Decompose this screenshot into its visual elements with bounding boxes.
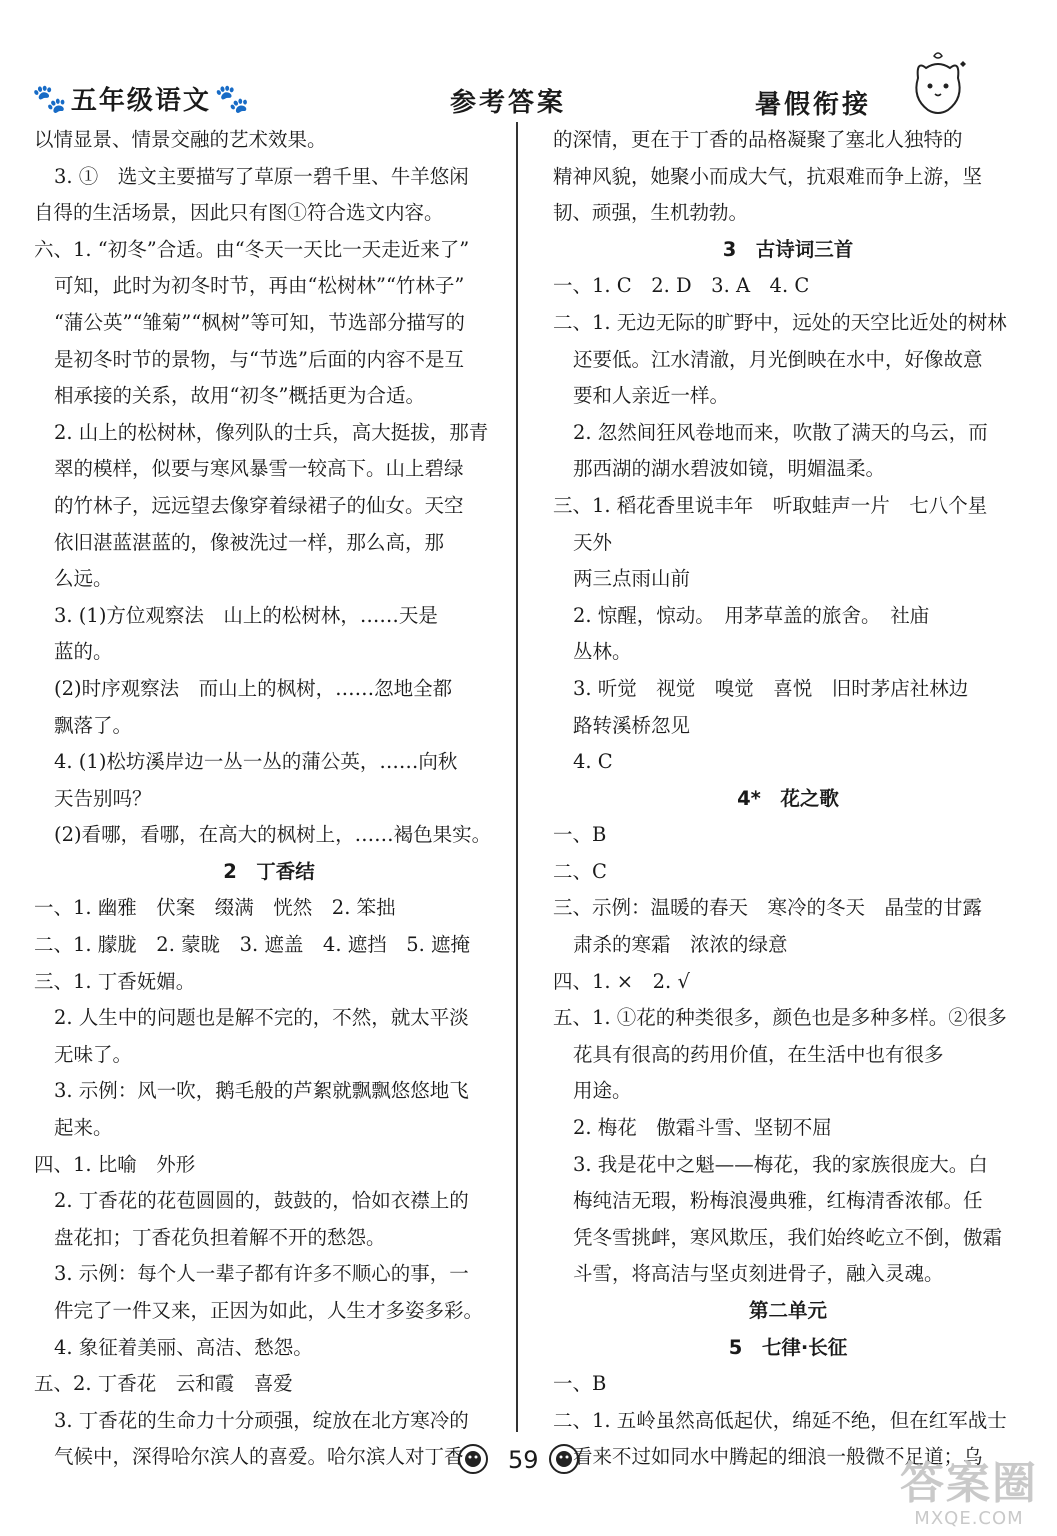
answer-line: “蒲公英”“雏菊”“枫树”等可知，节选部分描写的 — [54, 310, 465, 334]
answer-line: 四、1. × 2. √ — [553, 969, 690, 993]
answer-line: 相承接的关系，故用“初冬”概括更为合适。 — [54, 384, 425, 408]
answer-line: 天外 — [573, 530, 613, 554]
answer-line: 一、1. 幽雅 伏案 缀满 恍然 2. 笨拙 — [34, 896, 396, 920]
answer-line: 要和人亲近一样。 — [573, 384, 730, 408]
paw-print-icon: 🐾 — [214, 81, 250, 115]
answer-line: 3. 我是花中之魁——梅花，我的家族很庞大。白 — [573, 1152, 988, 1176]
page-footer — [0, 1438, 1057, 1498]
answer-line: 凭冬雪挑衅，寒风欺压，我们始终屹立不倒，傲霜 — [573, 1225, 1003, 1249]
answer-line: 二、1. 朦胧 2. 蒙眬 3. 遮盖 4. 遮挡 5. 遮掩 — [34, 933, 471, 957]
answer-line: 2. 惊醒，惊动。 用茅草盖的旅舍。 社庙 — [573, 603, 930, 627]
answer-line: 路转溪桥忽见 — [573, 713, 691, 737]
answer-line: 飘落了。 — [54, 713, 133, 737]
answer-line: 3. 示例：风一吹，鹅毛般的芦絮就飘飘悠悠地飞 — [54, 1079, 469, 1103]
answer-line: 两三点雨山前 — [573, 567, 691, 591]
answer-line: 2. 人生中的问题也是解不完的，不然，就太平淡 — [54, 1006, 469, 1030]
answer-line: 梅纯洁无瑕，粉梅浪漫典雅，红梅清香浓郁。任 — [573, 1189, 983, 1213]
answer-line: 蓝的。 — [54, 640, 113, 664]
answer-line: 二、C — [553, 859, 607, 883]
answer-line: 三、示例：温暖的春天 寒冷的冬天 晶莹的甘露 — [553, 896, 983, 920]
section-title: 5 七律·长征 — [728, 1335, 848, 1359]
section-title: 4* 花之歌 — [737, 786, 839, 810]
answer-line: 件完了一件又来，正因为如此，人生才多姿多彩。 — [54, 1299, 484, 1322]
paw-print-icon: 🐾 — [32, 81, 67, 115]
site-watermark — [900, 1460, 1038, 1529]
answer-line: 五、1. ①花的种类很多，颜色也是多种多样。②很多 — [553, 1006, 1007, 1030]
page-header — [0, 0, 1057, 125]
answer-line: 还要低。江水清澈，月光倒映在水中，好像故意 — [573, 347, 983, 371]
answer-line: 的竹林子，远远望去像穿着绿裙子的仙女。天空 — [54, 493, 464, 517]
answer-line: 丛林。 — [573, 640, 632, 664]
answer-line: 2. 山上的松树林，像列队的士兵，高大挺拔，那青 — [54, 420, 489, 444]
answer-line: 二、1. 无边无际的旷野中，远处的天空比近处的树林 — [553, 310, 1007, 334]
section-title: 第二单元 — [748, 1299, 827, 1322]
answer-line: 那西湖的湖水碧波如镜，明媚温柔。 — [573, 457, 886, 481]
answer-line: 4. 象征着美丽、高洁、愁怨。 — [54, 1335, 313, 1359]
answer-line: 二、1. 五岭虽然高低起伏，绵延不绝，但在红军战士 — [553, 1408, 1007, 1432]
answer-line: 依旧湛蓝湛蓝的，像被洗过一样，那么高，那 — [54, 530, 445, 554]
grade-subject-title: 五年级语文 — [70, 86, 211, 116]
answer-line: 韧、顽强，生机勃勃。 — [553, 201, 749, 225]
answer-line: (2)看哪，看哪，在高大的枫树上，……褐色果实。 — [54, 823, 492, 847]
answer-line: 4. (1)松坊溪岸边一丛一丛的蒲公英，……向秋 — [54, 750, 458, 774]
answer-line: 4. C — [573, 750, 613, 774]
answer-line: 三、1. 稻花香里说丰年 听取蛙声一片 七八个星 — [553, 493, 988, 517]
answer-line: 自得的生活场景，因此只有图①符合选文内容。 — [34, 201, 444, 225]
answer-line: 以情显景、情景交融的艺术效果。 — [34, 128, 327, 151]
answer-line: 可知，此时为初冬时节，再由“松树林”“竹林子” — [54, 274, 465, 298]
left-answer-column — [34, 122, 504, 1476]
answer-line: 斗雪，将高洁与坚贞刻进骨子，融入灵魂。 — [573, 1262, 944, 1286]
answer-line: 精神风貌，她聚小而成大气，抗艰难而争上游，坚 — [553, 164, 983, 188]
answer-line: 用途。 — [573, 1079, 632, 1103]
header-left — [32, 80, 250, 117]
answer-line: 看来不过如同水中腾起的细浪一般微不足道；乌 — [573, 1445, 983, 1469]
watermark-url: MXQE.COM — [914, 1508, 1024, 1529]
answer-line: 2. 忽然间狂风卷地而来，吹散了满天的乌云，而 — [573, 420, 988, 444]
answer-line: 五、2. 丁香花 云和霞 喜爱 — [34, 1372, 293, 1396]
lion-ornament-icon — [456, 1442, 490, 1476]
summer-bridge-title: 暑假衔接 — [755, 90, 872, 120]
answer-line: 六、1. “初冬”合适。由“冬天一天比一天走近来了” — [34, 237, 470, 261]
cat-mascot-icon — [908, 48, 968, 118]
answer-line: 的深情，更在于丁香的品格凝聚了塞北人独特的 — [553, 128, 963, 151]
answer-key-title: 参考答案 — [450, 88, 567, 118]
answer-line: 四、1. 比喻 外形 — [34, 1152, 196, 1176]
answer-line: 天告别吗？ — [54, 786, 152, 810]
answer-line: 一、1. C 2. D 3. A 4. C — [553, 274, 810, 298]
column-divider — [516, 122, 518, 1432]
answer-line: 盘花扣；丁香花负担着解不开的愁怨。 — [54, 1225, 386, 1249]
answer-line: 么远。 — [54, 567, 113, 591]
right-answer-column — [553, 122, 1023, 1476]
watermark-logo-text: 答案圈 — [900, 1458, 1038, 1509]
answer-line: 起来。 — [54, 1116, 113, 1140]
answer-line: 3. 丁香花的生命力十分顽强，绽放在北方寒冷的 — [54, 1408, 469, 1432]
section-title: 3 古诗词三首 — [722, 237, 854, 261]
answer-line: 2. 梅花 傲霜斗雪、坚韧不屈 — [573, 1116, 832, 1140]
answer-line: 一、B — [553, 823, 607, 847]
answer-line: 无味了。 — [54, 1042, 133, 1066]
answer-line: 3. (1)方位观察法 山上的松树林，……天是 — [54, 603, 438, 627]
answer-line: 3. 听觉 视觉 嗅觉 喜悦 旧时茅店社林边 — [573, 676, 969, 700]
answer-line: 三、1. 丁香妩媚。 — [34, 969, 196, 993]
answer-line: 肃杀的寒霜 浓浓的绿意 — [573, 933, 788, 957]
answer-line: 是初冬时节的景物，与“节选”后面的内容不是互 — [54, 347, 464, 371]
answer-line: 一、B — [553, 1372, 607, 1396]
answer-line: 气候中，深得哈尔滨人的喜爱。哈尔滨人对丁香 — [54, 1445, 464, 1469]
answer-line: 花具有很高的药用价值，在生活中也有很多 — [573, 1042, 944, 1066]
page-number: 59 — [508, 1446, 539, 1474]
section-title: 2 丁香结 — [223, 859, 315, 883]
answer-line: 2. 丁香花的花苞圆圆的，鼓鼓的，恰如衣襟上的 — [54, 1189, 469, 1213]
lion-ornament-icon — [547, 1442, 581, 1476]
answer-line: (2)时序观察法 而山上的枫树，……忽地全都 — [54, 676, 453, 700]
answer-line: 3. ① 选文主要描写了草原一碧千里、牛羊悠闲 — [54, 164, 469, 188]
answer-line: 3. 示例：每个人一辈子都有许多不顺心的事，一 — [54, 1262, 469, 1286]
answer-line: 翠的模样，似要与寒风暴雪一较高下。山上碧绿 — [54, 457, 464, 481]
